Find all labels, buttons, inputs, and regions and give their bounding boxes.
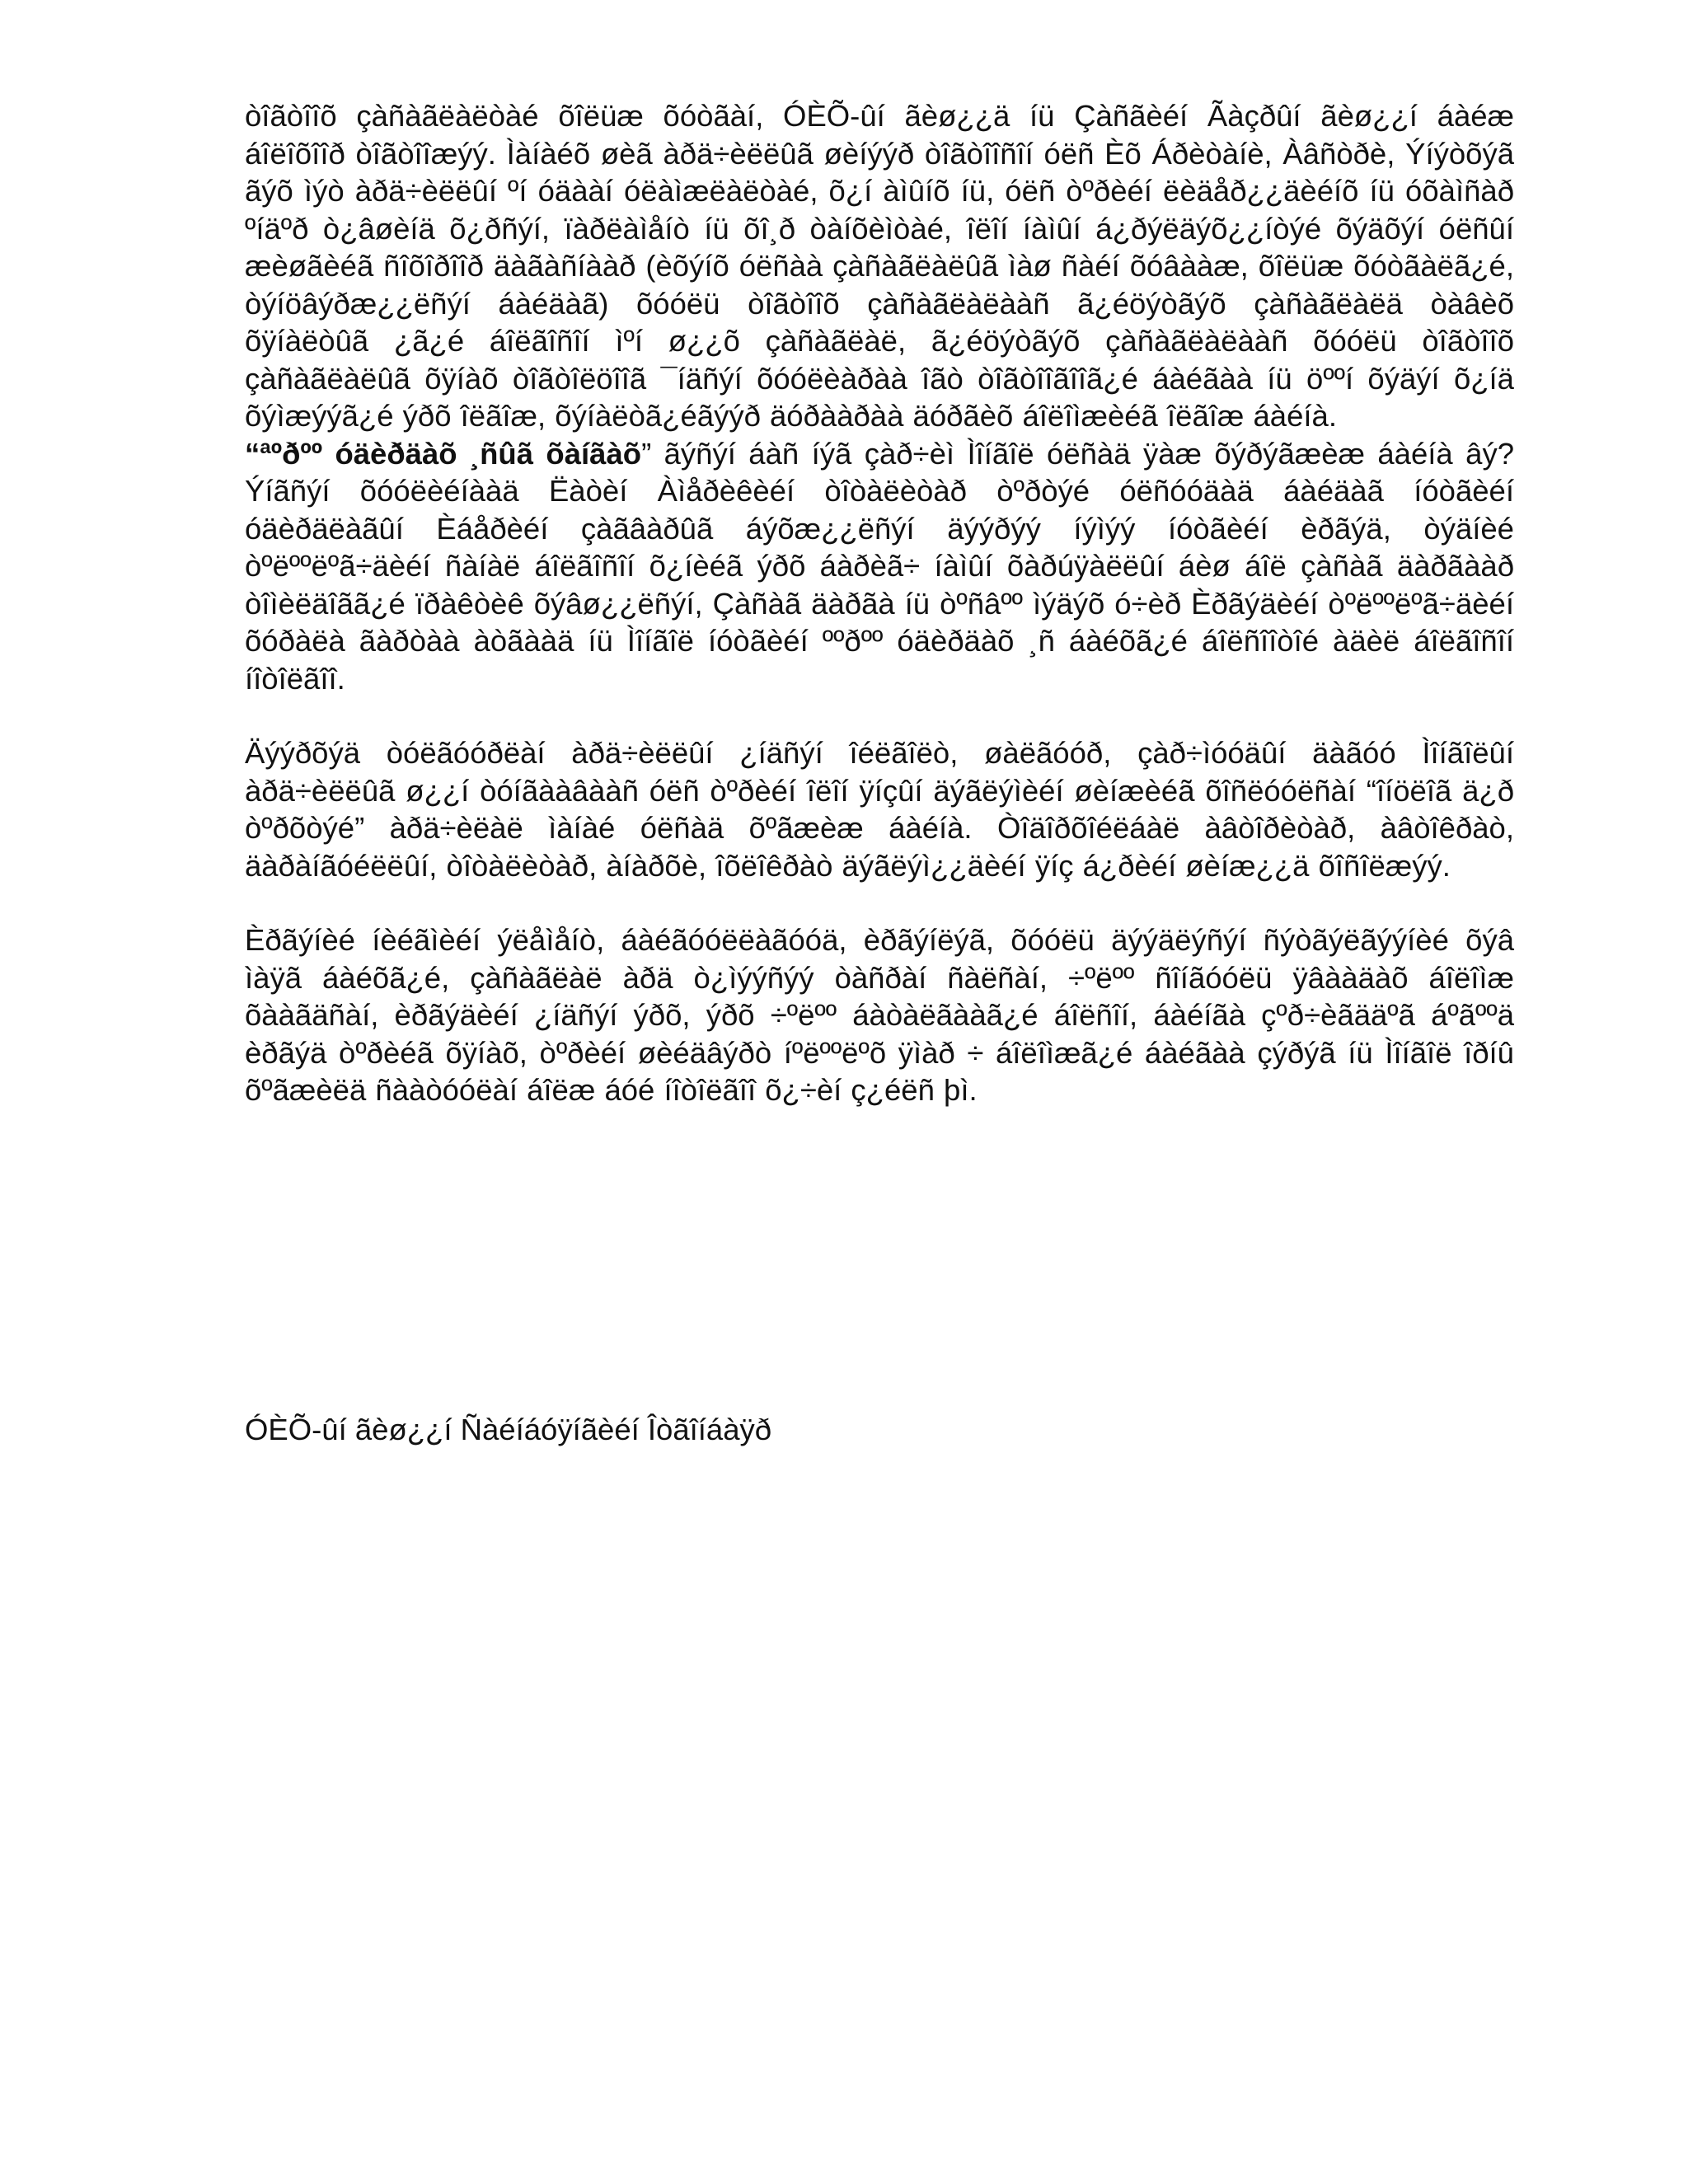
paragraph-1: òîãòîîõ çàñàãëàëòàé õîëüæ õóòãàí, ÓÈÕ-ûí ãèø¿¿ä íü Çàñãèéí Ãàçðûí ãèø¿¿í áàéæ áîëîõîîð òîãòîîæýý. Ìàíàéõ øèã àðä÷èëëûã øèíýýð òîãòîîñîí óëñ Èõ Áðèòàíè, Àâñòðè, Ýíýòõýã ãýõ ìýò àðä÷èëëûí ºí óäààí óëàìæëàëòàé, õ¿í àìûíõ íü, óëñ òºðèéí ëèäåð¿¿äèéíõ íü óõàìñàð ºíäºð ò¿âøèíä õ¿ðñýí, ïàðëàìåíò íü õî¸ð òàíõèìòàé, îëîí íàìûí á¿ðýëäýõ¿¿íòýé õýäõýí óëñûí æèøãèéã ñîõîðîîð äàãàñíààð (èõýíõ óëñàà çàñàãëàëûã ìàø ñàéí õóâààæ, õîëüæ õóòãàëã¿é, òýíöâýðæ¿¿ëñýí áàéäàã) õóóëü òîãòîîõ çàñàãëàëààñ ã¿éöýòãýõ çàñàãëàëä òàâèõ õÿíàëòûã ¿ã¿é áîëãîñîí ìºí ø¿¿õ çàñàãëàë, ã¿éöýòãýõ çàñàãëàëààñ õóóëü òîãòîîõ çàñàãëàëûã õÿíàõ òîãòîëöîîã ¯íäñýí õóóëèàðàà îãò òîãòîîãîîã¿é áàéãàà íü öººí õýäýí õ¿íä õýìæýýã¿é ýðõ îëãîæ, õýíàëòã¿éãýýð äóðààðàà äóðãèõ áîëîìæèéã îëãîæ áàéíà. xyxy=(245,99,1514,433)
paragraph-2 xyxy=(245,435,1514,698)
paragraph-3: Äýýðõýä òóëãóóðëàí àðä÷èëëûí ¿íäñýí îéëãîëò, øàëãóóð, çàð÷ìóóäûí äàãóó Ìîíãîëûí àðä÷èëëûã ø¿¿í òóíãààâààñ óëñ òºðèéí îëîí ÿíçûí äýãëýìèéí øèíæèéã õîñëóóëñàí “îíöëîã ä¿ð òºðõòýé” àðä÷èëàë ìàíàé óëñàä õºãæèæ áàéíà. Òîäîðõîéëáàë àâòîðèòàð, àâòîêðàò, äàðàíãóéëëûí, òîòàëèòàð, àíàðõè, îõëîêðàò äýãëýì¿¿äèéí ÿíç á¿ðèéí øèíæ¿¿ä õîñîëæýý. xyxy=(245,736,1514,883)
paragraph-gap xyxy=(245,884,1514,921)
signature-line: ÓÈÕ-ûí ãèø¿¿í Ñàéíáóÿíãèéí Îòãîíáàÿð xyxy=(245,1413,772,1446)
paragraph-2-bold-lead: “ªºðºº óäèðäàõ ¸ñûã õàíãàõ xyxy=(245,436,642,471)
paragraph-2-body: ” ãýñýí áàñ íýã çàð÷èì Ìîíãîë óëñàä ÿàæ õýðýãæèæ áàéíà âý? Ýíãñýí õóóëèéíààä Ëàòèí Àìåðèêèéí òîòàëèòàð òºðòýé óëñóóäàä áàéäàã íóòãèéí óäèðäëàãûí Èáåðèéí çàãâàðûã áýõæ¿¿ëñýí äýýðýý íýìýý íóòãèéí èðãýä, òýäíèé òºëººëºã÷äèéí ñàíàë áîëãîñîí õ¿íèéã ýðõ áàðèã÷ íàìûí õàðúÿàëëûí áèø áîë çàñàã äàðãààð òîìèëäîãã¿é ïðàêòèê õýâø¿¿ëñýí, Çàñàã äàðãà íü òºñâºº ìýäýõ ó÷èð Èðãýäèéí òºëººëºã÷äèéí õóðàëà ãàðòàà àòãààä íü Ìîíãîë íóòãèéí ººðºº óäèðäàõ ¸ñ áàéõã¿é áîëñîîòîé àäèë áîëãîñîí íîòîëãîî. xyxy=(245,436,1514,696)
paragraph-4: Èðãýíèé íèéãìèéí ýëåìåíò, áàéãóóëëàãóóä, èðãýíëýã, õóóëü äýýäëýñýí ñýòãýëãýýíèé õýâ ìàÿã áàéõã¿é, çàñàãëàë àðä ò¿ìýýñýý òàñðàí ñàëñàí, ÷ºëºº ñîíãóóëü ÿâààäàõ áîëîìæ õààãäñàí, èðãýäèéí ¿íäñýí ýðõ, ýðõ ÷ºëºº áàòàëãààã¿é áîëñîí, áàéíãà çºð÷èãääºã áºãººä èðãýä òºðèéã õÿíàõ, òºðèéí øèéäâýðò íºëººëºõ ÿìàð ÷ áîëîìæã¿é áàéãàà çýðýã íü Ìîíãîë îðíû õºãæèëä ñààòóóëàí áîëæ áóé íîòîëãîî õ¿÷èí ç¿éëñ þì. xyxy=(245,923,1514,1107)
paragraph-gap xyxy=(245,697,1514,734)
document-body xyxy=(245,97,1514,1109)
